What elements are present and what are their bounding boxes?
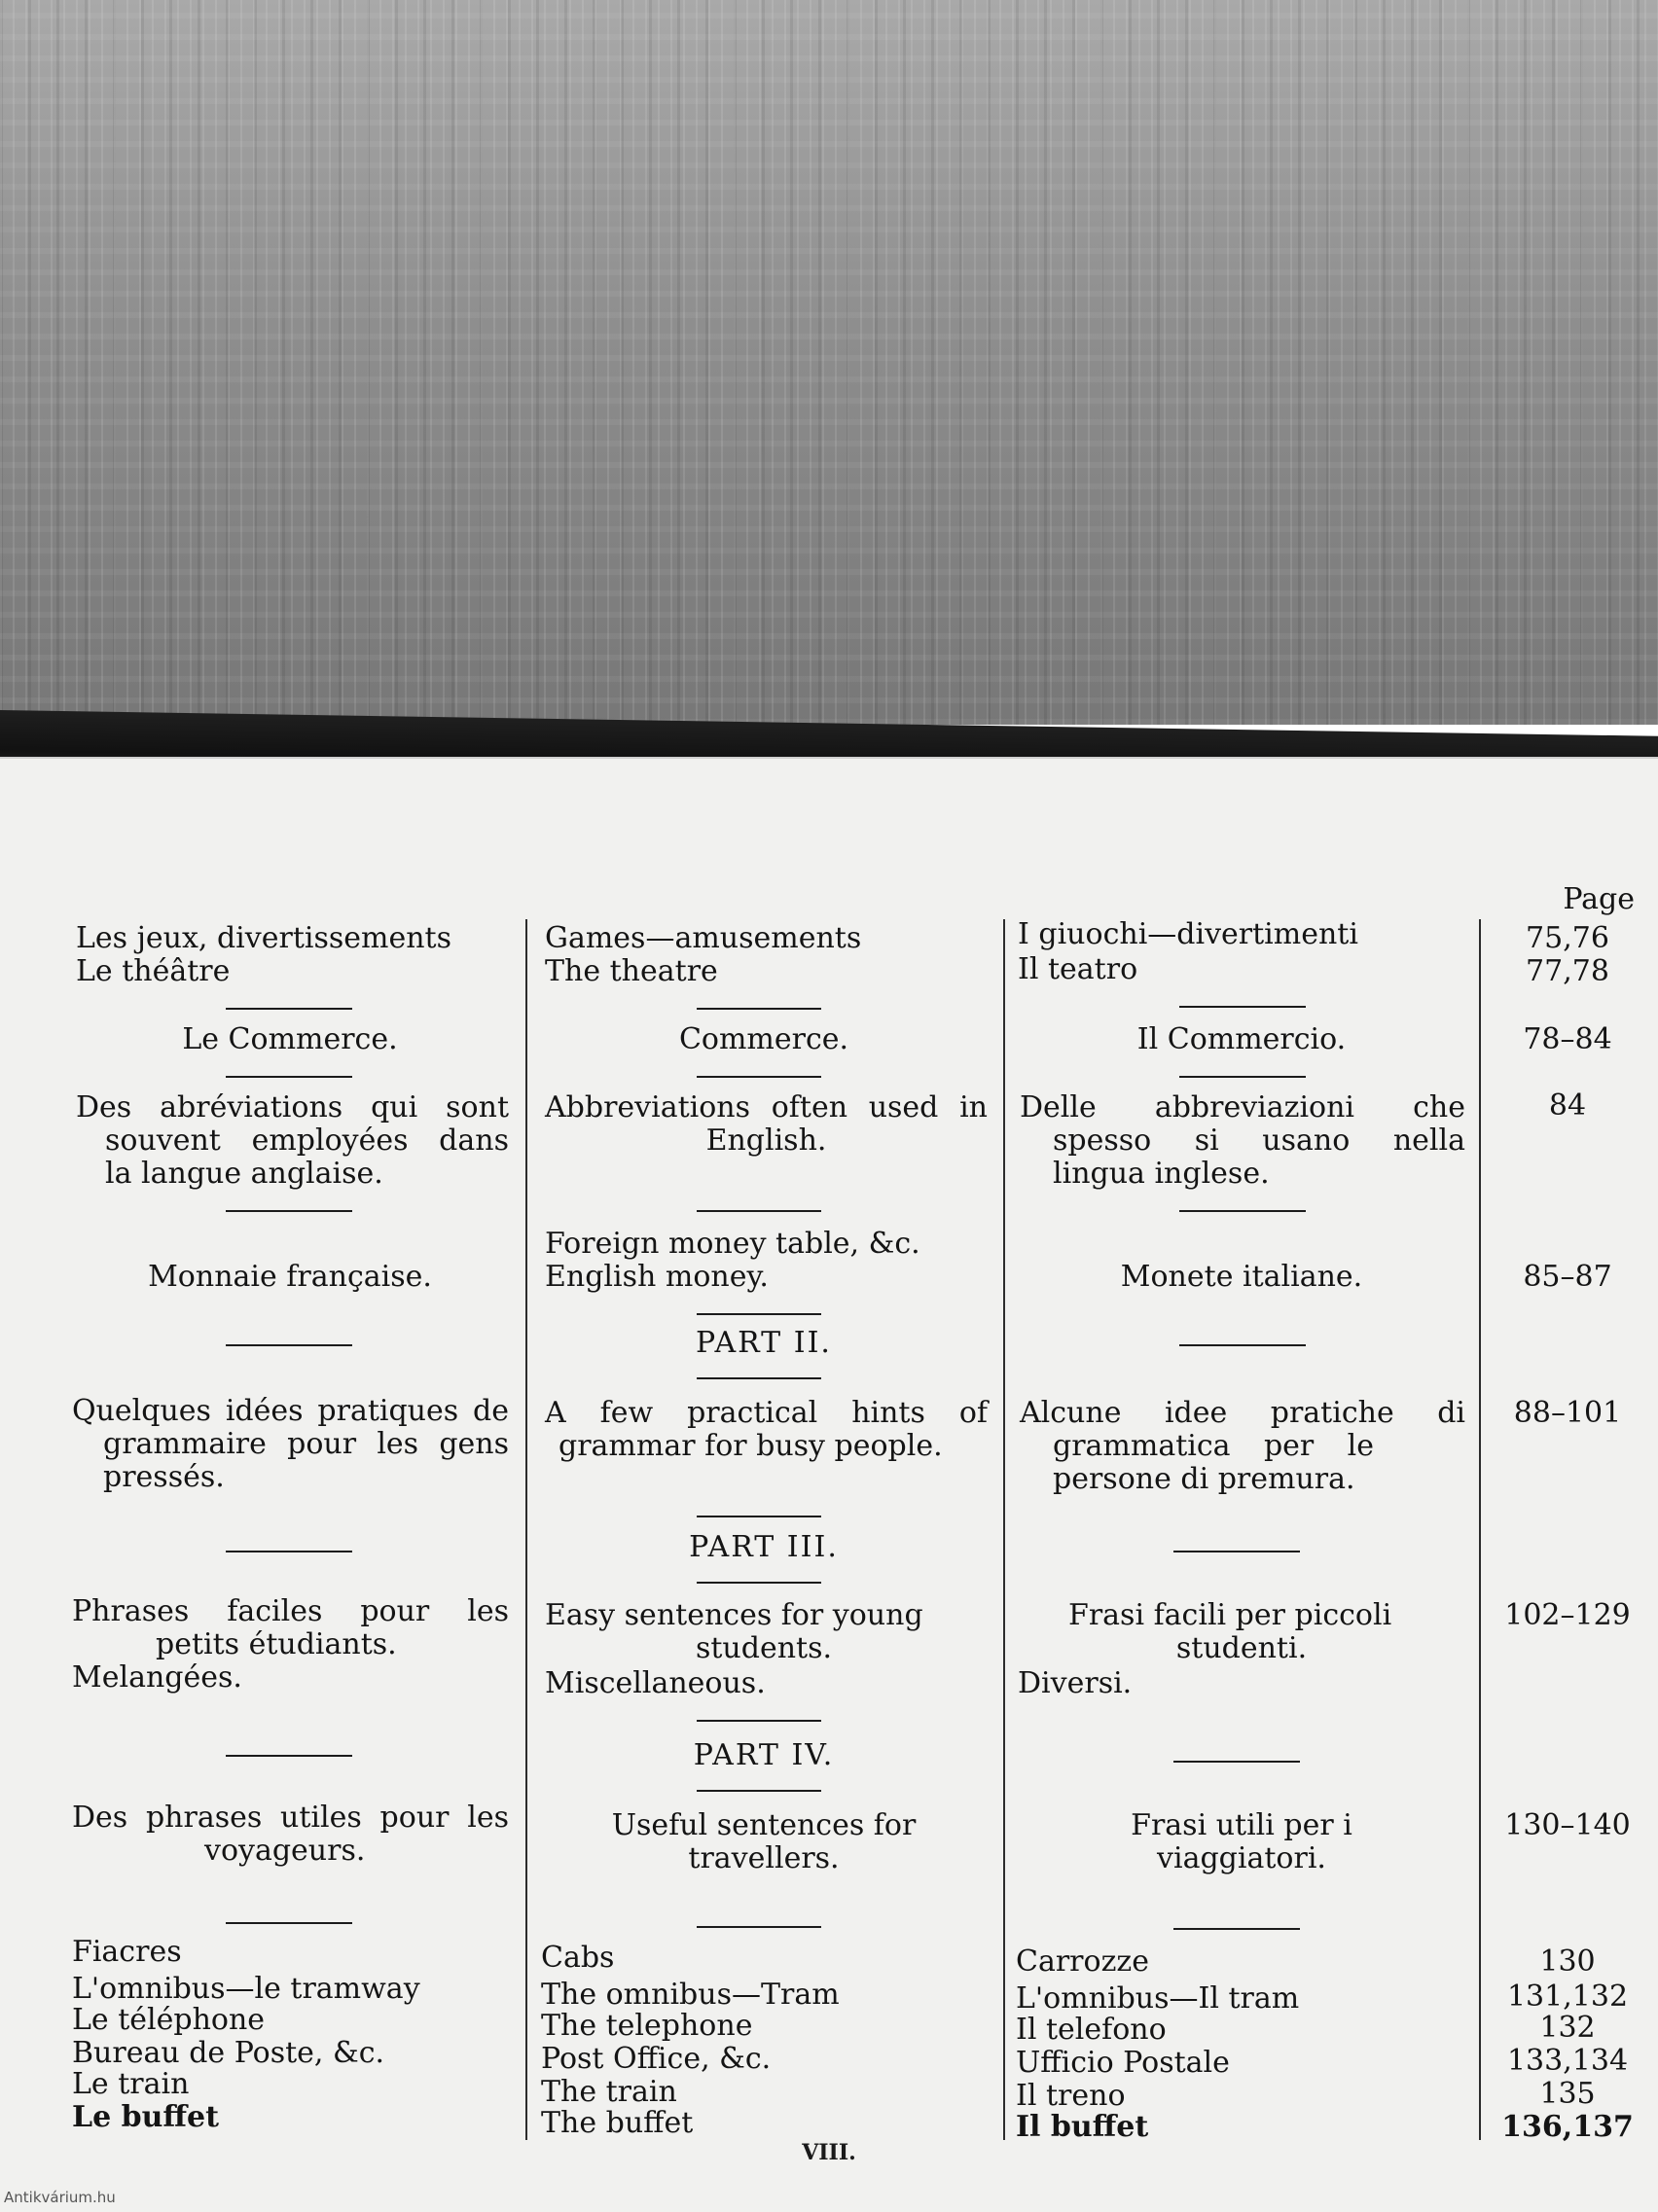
it-list-item: Il treno [1016, 2079, 1126, 2113]
fr-theatre: Le théâtre [76, 954, 231, 988]
fr-list-item: Bureau de Poste, &c. [72, 2036, 385, 2070]
it-rule [1179, 1344, 1306, 1346]
en-list-item: Cabs [541, 1941, 615, 1975]
it-idee-line-2: grammatica per le [1053, 1429, 1374, 1463]
fr-rule [226, 1922, 352, 1924]
en-misc: Miscellaneous. [545, 1666, 766, 1700]
it-frasi-line-1: Frasi facili per piccoli [1068, 1598, 1392, 1632]
fr-idees-line-1: Quelques idées pratiques de [72, 1394, 509, 1428]
page-number: 131,132 [1506, 1980, 1629, 2014]
fr-abbr-line-1: Des abréviations qui sont [76, 1090, 509, 1124]
fr-list-item: Fiacres [72, 1935, 182, 1969]
it-abbr-line-1: Delle abbreviazioni che [1020, 1090, 1465, 1124]
en-money-line-2: English money. [545, 1260, 769, 1294]
page-number: 78–84 [1523, 1022, 1612, 1056]
fr-rule [226, 1755, 352, 1757]
it-rule [1173, 1928, 1300, 1930]
it-list-item: Il telefono [1016, 2013, 1167, 2047]
page-number: 136,137 [1501, 2110, 1634, 2144]
it-list-item: Carrozze [1016, 1944, 1149, 1979]
en-games: Games—amusements [545, 921, 862, 955]
it-monete: Monete italiane. [1120, 1260, 1363, 1294]
it-rule [1173, 1551, 1300, 1552]
en-rule [697, 1582, 821, 1584]
en-rule [697, 1377, 821, 1379]
en-list-item: Post Office, &c. [541, 2042, 772, 2076]
fr-rule [226, 1344, 352, 1346]
page-folio: VIII. [802, 2140, 856, 2165]
fr-monnaie: Monnaie française. [148, 1260, 432, 1294]
en-useful-line-2: travellers. [688, 1841, 840, 1875]
it-rule [1179, 1076, 1306, 1078]
it-rule [1179, 1210, 1306, 1212]
it-list-item: Il buffet [1016, 2110, 1149, 2144]
fr-idees-line-2: grammaire pour les gens [103, 1427, 509, 1461]
en-hints-line-2: grammar for busy people. [559, 1429, 943, 1463]
page-number: 75,76 [1526, 921, 1609, 955]
en-list-item: The omnibus—Tram [541, 1978, 840, 2012]
fr-list-item: Le buffet [72, 2100, 219, 2134]
fr-rule [226, 1076, 352, 1078]
en-easy-line-2: students. [695, 1631, 833, 1665]
it-list-item: L'omnibus—Il tram [1016, 1981, 1300, 2016]
en-commerce: Commerce. [678, 1022, 849, 1056]
en-part-2: PART II. [696, 1326, 832, 1360]
it-idee-line-1: Alcune idee pratiche di [1020, 1396, 1465, 1430]
fr-phrases-line-1: Phrases faciles pour les [72, 1594, 509, 1628]
page-number: 130–140 [1504, 1808, 1631, 1842]
it-utili-line-1: Frasi utili per i [1131, 1808, 1352, 1842]
en-rule [697, 1720, 821, 1722]
fr-idees-line-3: pressés. [103, 1460, 225, 1494]
fr-jeux: Les jeux, divertissements [76, 921, 451, 955]
it-giuochi: I giuochi—divertimenti [1018, 917, 1358, 951]
fr-abbr-line-2: souvent employées dans [105, 1124, 509, 1158]
en-list-item: The telephone [541, 2009, 753, 2043]
it-abbr-line-2: spesso si usano nella [1053, 1124, 1465, 1158]
fr-commerce: Le Commerce. [182, 1022, 398, 1056]
it-utili-line-2: viaggiatori. [1157, 1841, 1326, 1875]
fr-utiles-line-2: voyageurs. [204, 1834, 366, 1868]
column-divider-2 [1003, 919, 1005, 2140]
photo-background [0, 0, 1658, 725]
en-list-item: The buffet [541, 2106, 694, 2140]
it-list-item: Ufficio Postale [1016, 2046, 1230, 2080]
it-abbr-line-3: lingua inglese. [1053, 1157, 1270, 1191]
fr-melangees: Melangées. [72, 1660, 242, 1695]
page-number: 102–129 [1504, 1598, 1631, 1632]
en-rule [697, 1313, 821, 1315]
page-number: 84 [1548, 1088, 1587, 1123]
column-divider-1 [525, 919, 527, 2140]
en-abbr-line-1: Abbreviations often used in [545, 1090, 988, 1124]
en-theatre: The theatre [545, 954, 718, 988]
it-teatro: Il teatro [1018, 952, 1138, 986]
fr-rule [226, 1210, 352, 1212]
it-idee-line-3: persone di premura. [1053, 1462, 1355, 1496]
en-rule [697, 1926, 821, 1928]
it-frasi-line-2: studenti. [1175, 1631, 1308, 1665]
en-easy-line-1: Easy sentences for young [545, 1598, 923, 1632]
fr-utiles-line-1: Des phrases utiles pour les [72, 1801, 509, 1835]
it-rule [1179, 1006, 1306, 1008]
page-number: 135 [1539, 2077, 1596, 2111]
watermark: Antikvárium.hu [4, 2189, 116, 2206]
page-number: 133,134 [1506, 2044, 1629, 2078]
page-number: 132 [1539, 2011, 1596, 2045]
column-divider-3 [1479, 919, 1481, 2140]
fr-abbr-line-3: la langue anglaise. [105, 1157, 383, 1191]
fr-list-item: Le train [72, 2067, 190, 2101]
en-list-item: The train [541, 2075, 677, 2109]
en-rule [697, 1210, 821, 1212]
en-part-3: PART III. [689, 1530, 839, 1564]
en-rule [697, 1076, 821, 1078]
en-part-4: PART IV. [693, 1738, 835, 1772]
page-number: 88–101 [1513, 1396, 1622, 1430]
en-hints-line-1: A few practical hints of [545, 1396, 988, 1430]
it-rule [1173, 1761, 1300, 1763]
fr-list-item: L'omnibus—le tramway [72, 1972, 420, 2006]
page-number: 77,78 [1526, 954, 1609, 988]
en-rule [697, 1790, 821, 1792]
en-money-line-1: Foreign money table, &c. [545, 1227, 920, 1261]
fr-rule [226, 1008, 352, 1010]
page-number: 85–87 [1523, 1260, 1612, 1294]
it-commercio: Il Commercio. [1136, 1022, 1347, 1056]
fr-phrases-line-2: petits étudiants. [156, 1627, 397, 1661]
fr-rule [226, 1551, 352, 1552]
en-rule [697, 1516, 821, 1517]
en-rule [697, 1008, 821, 1010]
en-useful-line-1: Useful sentences for [611, 1808, 917, 1842]
fr-list-item: Le téléphone [72, 2003, 266, 2037]
en-abbr-line-2: English. [705, 1124, 827, 1158]
it-diversi: Diversi. [1018, 1666, 1133, 1700]
page-column-header: Page [1563, 882, 1635, 916]
page-number: 130 [1539, 1944, 1596, 1979]
